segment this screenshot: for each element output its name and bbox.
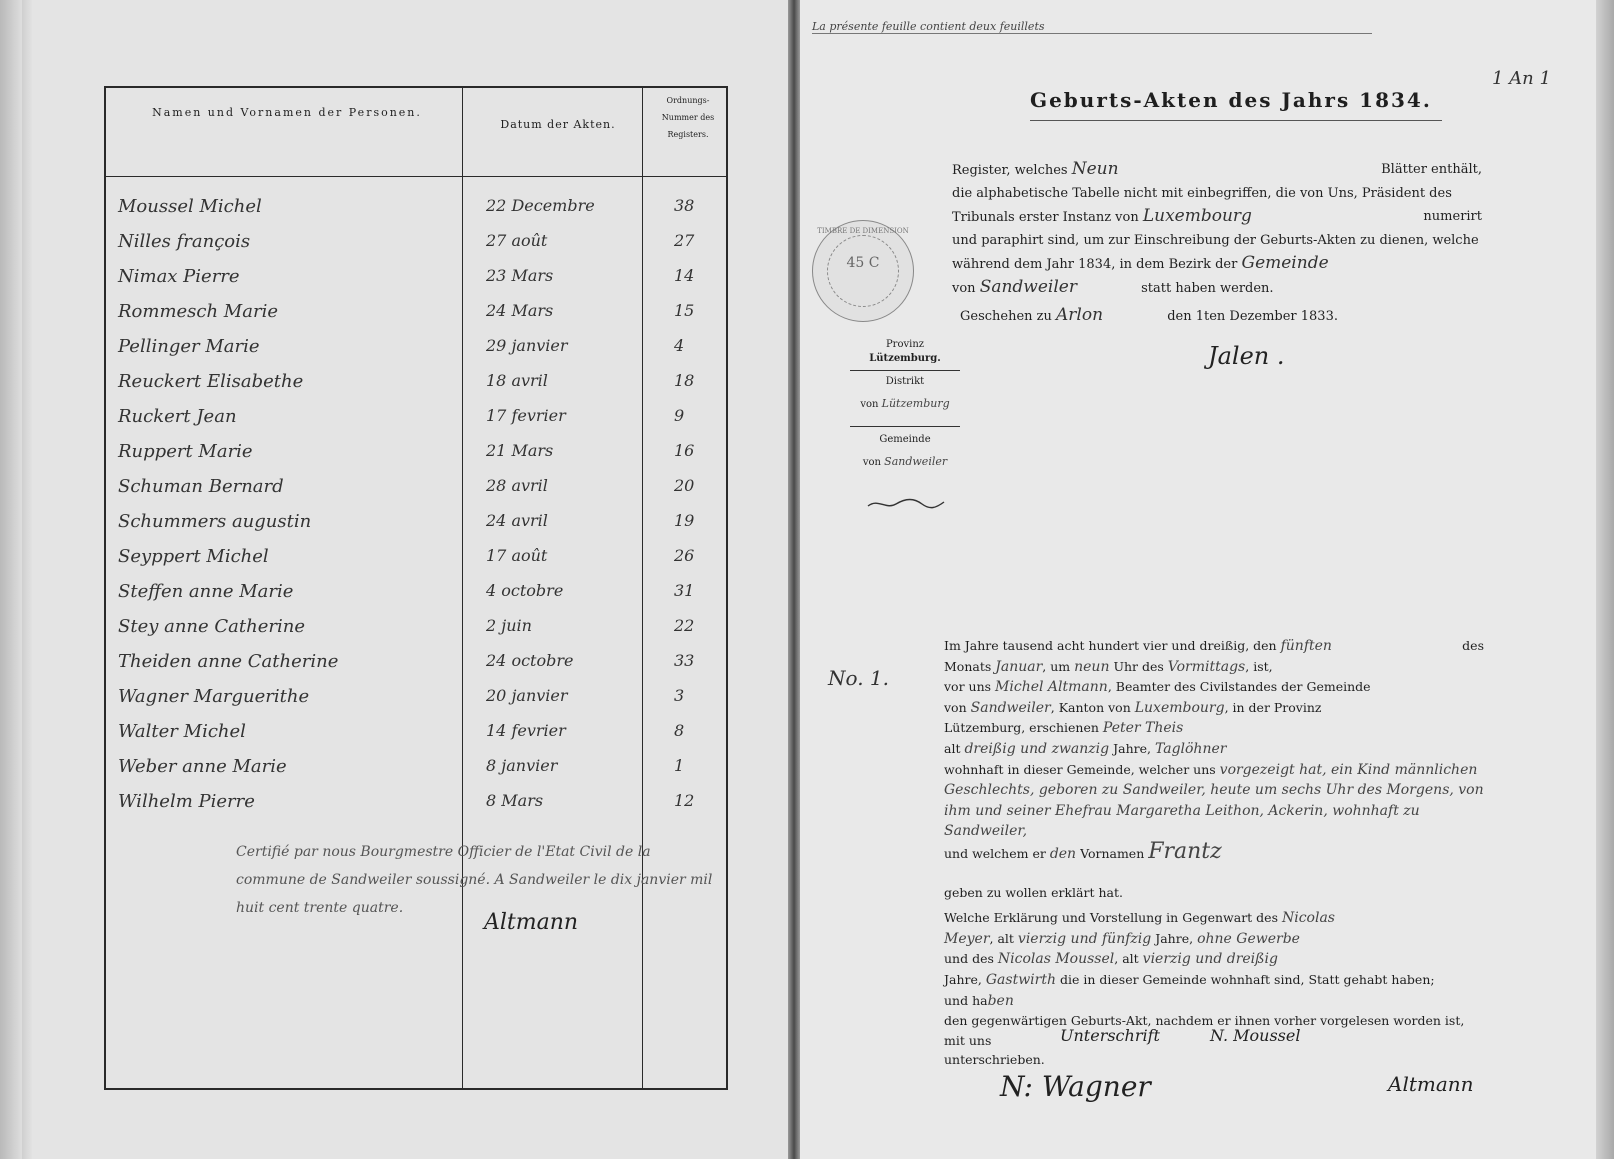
- row-date: 8 Mars: [486, 791, 544, 810]
- certification-note: Certifié par nous Bourgmestre Officier de l'Etat Civil de la commune de Sandweiler soussigné. A Sandweiler le dix janvier mil huit cent trente quatre.: [236, 844, 713, 916]
- alphabetical-register-table: [104, 86, 728, 1090]
- handwritten-entry: vorgezeigt hat, ein Kind männlichen Geschlechts, geboren zu Sandweiler, heute um sechs Uhr des Morgens, von ihm und seiner Ehefrau Margaretha Leithon, Ackerin, wohnhaft zu Sandweiler,: [944, 761, 1484, 840]
- act-text: und des: [944, 951, 994, 967]
- handwritten-entry: Sandweiler: [970, 699, 1051, 716]
- stamp-arc-text: TIMBRE DE DIMENSION: [817, 227, 909, 235]
- mayor-signature: Altmann: [484, 910, 579, 935]
- row-number: 12: [674, 791, 695, 810]
- register-text: den 1ten Dezember 1833.: [1167, 309, 1338, 324]
- act-text: den gegenwärtigen Geburts-Akt, nachdem er ihnen vorher vorgelesen worden ist, mit uns: [944, 1013, 1465, 1048]
- table-row: [106, 577, 726, 612]
- ornament-flourish: [866, 496, 946, 517]
- act-text: Vornamen: [1080, 845, 1145, 861]
- page-stack-edge: [1596, 0, 1614, 1159]
- row-date: 14 fevrier: [486, 721, 566, 740]
- handwritten-entry: Arlon: [1056, 305, 1104, 325]
- handwritten-entry: vierzig und dreißig: [1142, 951, 1278, 968]
- row-number: 22: [674, 616, 695, 635]
- table-row: [106, 402, 726, 437]
- act-text: unterschrieben.: [944, 1052, 1045, 1068]
- act-text: alt: [944, 740, 961, 756]
- act-text: , um: [1042, 658, 1071, 674]
- row-number: 15: [674, 301, 695, 320]
- book-gutter: [788, 0, 800, 1159]
- page-stack-edge: [0, 0, 22, 1159]
- row-name: Nimax Pierre: [118, 266, 240, 287]
- row-name: Schuman Bernard: [118, 476, 284, 497]
- register-declaration: [952, 158, 1482, 328]
- handwritten-entry: Frantz: [1148, 838, 1222, 864]
- row-number: 27: [674, 231, 695, 250]
- act-text: Uhr des: [1113, 658, 1164, 674]
- row-name: Ruppert Marie: [118, 441, 253, 462]
- row-number: 31: [674, 581, 695, 600]
- act-text: , Kanton von: [1050, 699, 1131, 715]
- act-text: Monats: [944, 658, 992, 674]
- gemeinde-value: Sandweiler: [884, 455, 948, 468]
- handwritten-entry: Peter Theis: [1102, 720, 1184, 737]
- row-date: 22 Decembre: [486, 196, 595, 215]
- president-signature: Jalen .: [1208, 342, 1285, 370]
- signature: N: Wagner: [1000, 1070, 1151, 1103]
- divider: [850, 370, 960, 371]
- act-text: Im Jahre tausend acht hundert vier und dreißig, den: [944, 638, 1277, 653]
- register-rows: [106, 192, 726, 822]
- header-divider: [106, 176, 726, 177]
- witness-signatures: [1000, 1026, 1500, 1136]
- row-number: 3: [674, 686, 685, 705]
- act-text: vor uns: [944, 679, 992, 695]
- table-row: [106, 227, 726, 262]
- table-row: [106, 297, 726, 332]
- handwritten-entry: vierzig und fünfzig: [1017, 930, 1152, 947]
- handwritten-entry: Neun: [1071, 159, 1119, 179]
- act-text: Welche Erklärung und Vorstellung in Gegenwart des: [944, 910, 1278, 926]
- table-row: [106, 647, 726, 682]
- distrikt-value: Lützemburg: [881, 397, 950, 410]
- row-name: Stey anne Catherine: [118, 616, 305, 637]
- row-name: Weber anne Marie: [118, 756, 287, 777]
- row-number: 14: [674, 266, 695, 285]
- row-date: 24 Mars: [486, 301, 554, 320]
- row-number: 33: [674, 651, 695, 670]
- row-name: Rommesch Marie: [118, 301, 278, 322]
- corner-mark: 1 An 1: [1492, 68, 1551, 89]
- header-number: Ordnungs-Nummer des Registers.: [661, 96, 715, 139]
- register-text: statt haben werden.: [1141, 281, 1274, 296]
- table-row: [106, 332, 726, 367]
- left-page: [0, 0, 788, 1159]
- row-date: 4 octobre: [486, 581, 564, 600]
- row-name: Wagner Marguerithe: [118, 686, 310, 707]
- handwritten-entry: Nicolas Moussel: [997, 951, 1115, 968]
- row-name: Ruckert Jean: [118, 406, 237, 427]
- table-row: [106, 367, 726, 402]
- register-text: die alphabetische Tabelle nicht mit einbegriffen, die von Uns, Präsident des: [952, 186, 1452, 201]
- table-row: [106, 262, 726, 297]
- table-row: [106, 472, 726, 507]
- table-row: [106, 717, 726, 752]
- handwritten-entry: ben: [987, 992, 1014, 1009]
- row-name: Wilhelm Pierre: [118, 791, 255, 812]
- jurisdiction-block: [850, 338, 960, 470]
- handwritten-entry: fünften: [1280, 638, 1332, 654]
- act-text: die in dieser Gemeinde wohnhaft sind, Statt gehabt haben;: [1059, 971, 1435, 987]
- act-text: und ha: [944, 992, 988, 1008]
- signature: N. Moussel: [1210, 1026, 1301, 1045]
- table-row: [106, 612, 726, 647]
- page-title: Geburts-Akten des Jahrs 1834.: [1030, 88, 1432, 112]
- act-text: , alt: [1114, 951, 1139, 967]
- row-date: 23 Mars: [486, 266, 554, 285]
- row-date: 24 octobre: [486, 651, 574, 670]
- row-number: 19: [674, 511, 695, 530]
- row-number: 1: [674, 756, 685, 775]
- register-text: und paraphirt sind, um zur Einschreibung der Geburts-Akten zu dienen, welche: [952, 233, 1479, 248]
- header-names: Namen und Vornamen der Personen.: [152, 106, 422, 119]
- row-name: Theiden anne Catherine: [118, 651, 339, 672]
- handwritten-entry: Gastwirth: [985, 971, 1056, 988]
- row-number: 16: [674, 441, 695, 460]
- handwritten-entry: neun: [1074, 658, 1110, 675]
- table-row: [106, 682, 726, 717]
- handwritten-entry: Meyer: [944, 930, 990, 947]
- handwritten-entry: Luxembourg: [1134, 699, 1225, 716]
- act-text: Jahre,: [944, 971, 982, 987]
- act-text: und welchem er: [944, 845, 1046, 861]
- act-number: No. 1.: [828, 666, 889, 690]
- row-name: Steffen anne Marie: [118, 581, 294, 602]
- row-date: 29 janvier: [486, 336, 568, 355]
- act-text: Lützemburg, erschienen: [944, 720, 1099, 736]
- act-text: wohnhaft in dieser Gemeinde, welcher uns: [944, 761, 1216, 777]
- handwritten-entry: Januar: [995, 658, 1043, 675]
- header-date: Datum der Akten.: [500, 118, 616, 131]
- row-date: 24 avril: [486, 511, 548, 530]
- register-text: von: [952, 281, 976, 296]
- handwritten-entry: ohne Gewerbe: [1197, 930, 1300, 947]
- row-date: 17 août: [486, 546, 548, 565]
- page-stack-edge-inner: [22, 0, 32, 1159]
- handwritten-entry: Vormittags: [1167, 658, 1246, 675]
- act-text: , alt: [989, 930, 1014, 946]
- stamp-value: 45 C: [846, 255, 880, 271]
- provinz-value: Lützemburg.: [869, 353, 941, 364]
- title-underline: [1030, 120, 1442, 121]
- table-row: [106, 192, 726, 227]
- row-number: 26: [674, 546, 695, 565]
- act-text: , ist,: [1245, 658, 1273, 674]
- row-name: Nilles françois: [118, 231, 251, 252]
- register-text: Geschehen zu: [960, 309, 1052, 324]
- handwritten-entry: Taglöhner: [1154, 740, 1227, 757]
- stamp-ring: [827, 235, 899, 307]
- tax-stamp: [812, 220, 914, 322]
- row-date: 20 janvier: [486, 686, 568, 705]
- act-text: , in der Provinz: [1224, 699, 1322, 715]
- handwritten-entry: Gemeinde: [1241, 253, 1329, 273]
- register-text: Tribunals erster Instanz von: [952, 210, 1139, 225]
- act-text: Jahre,: [1155, 930, 1194, 946]
- gemeinde-prefix: von: [862, 457, 881, 468]
- handwritten-entry: Luxembourg: [1142, 206, 1252, 226]
- act-text: geben zu wollen erklärt hat.: [944, 884, 1123, 900]
- table-row: [106, 507, 726, 542]
- signature: Unterschrift: [1060, 1026, 1160, 1045]
- handwritten-entry: dreißig und zwanzig: [964, 740, 1110, 757]
- handwritten-entry: Michel Altmann: [995, 679, 1108, 696]
- row-date: 8 janvier: [486, 756, 558, 775]
- row-date: 18 avril: [486, 371, 548, 390]
- top-handwritten-note: La présente feuille contient deux feuillets: [812, 20, 1372, 34]
- provinz-label: Provinz: [885, 339, 925, 350]
- row-date: 17 fevrier: [486, 406, 566, 425]
- signature: Altmann: [1388, 1072, 1474, 1096]
- table-row: [106, 542, 726, 577]
- act-text: des: [1462, 638, 1484, 653]
- handwritten-entry: den: [1049, 845, 1077, 862]
- gemeinde-label: Gemeinde: [879, 434, 931, 445]
- act-text: von: [944, 699, 967, 715]
- row-number: 20: [674, 476, 695, 495]
- row-date: 27 août: [486, 231, 548, 250]
- handwritten-entry: Nicolas: [1281, 910, 1335, 927]
- row-name: Moussel Michel: [118, 196, 262, 217]
- register-text: Register, welches: [952, 163, 1068, 178]
- register-text: numerirt: [1423, 209, 1482, 224]
- distrikt-label: Distrikt: [885, 376, 925, 387]
- row-name: Reuckert Elisabethe: [118, 371, 304, 392]
- row-number: 38: [674, 196, 695, 215]
- act-text: , Beamter des Civilstandes der Gemeinde: [1107, 679, 1371, 695]
- row-name: Seyppert Michel: [118, 546, 269, 567]
- table-row: [106, 787, 726, 822]
- register-text: während dem Jahr 1834, in dem Bezirk der: [952, 257, 1238, 272]
- row-date: 28 avril: [486, 476, 548, 495]
- row-number: 9: [674, 406, 685, 425]
- handwritten-entry: Sandweiler: [979, 277, 1077, 297]
- row-number: 18: [674, 371, 695, 390]
- row-name: Schummers augustin: [118, 511, 312, 532]
- row-number: 4: [674, 336, 685, 355]
- act-text: Jahre,: [1113, 740, 1151, 756]
- row-name: Pellinger Marie: [118, 336, 260, 357]
- table-row: [106, 752, 726, 787]
- table-row: [106, 437, 726, 472]
- divider: [850, 426, 960, 427]
- row-number: 8: [674, 721, 685, 740]
- row-name: Walter Michel: [118, 721, 246, 742]
- register-text: Blätter enthält,: [1381, 162, 1482, 177]
- row-date: 21 Mars: [486, 441, 554, 460]
- birth-act-text: [944, 636, 1484, 1070]
- distrikt-prefix: von: [860, 399, 879, 410]
- row-date: 2 juin: [486, 616, 532, 635]
